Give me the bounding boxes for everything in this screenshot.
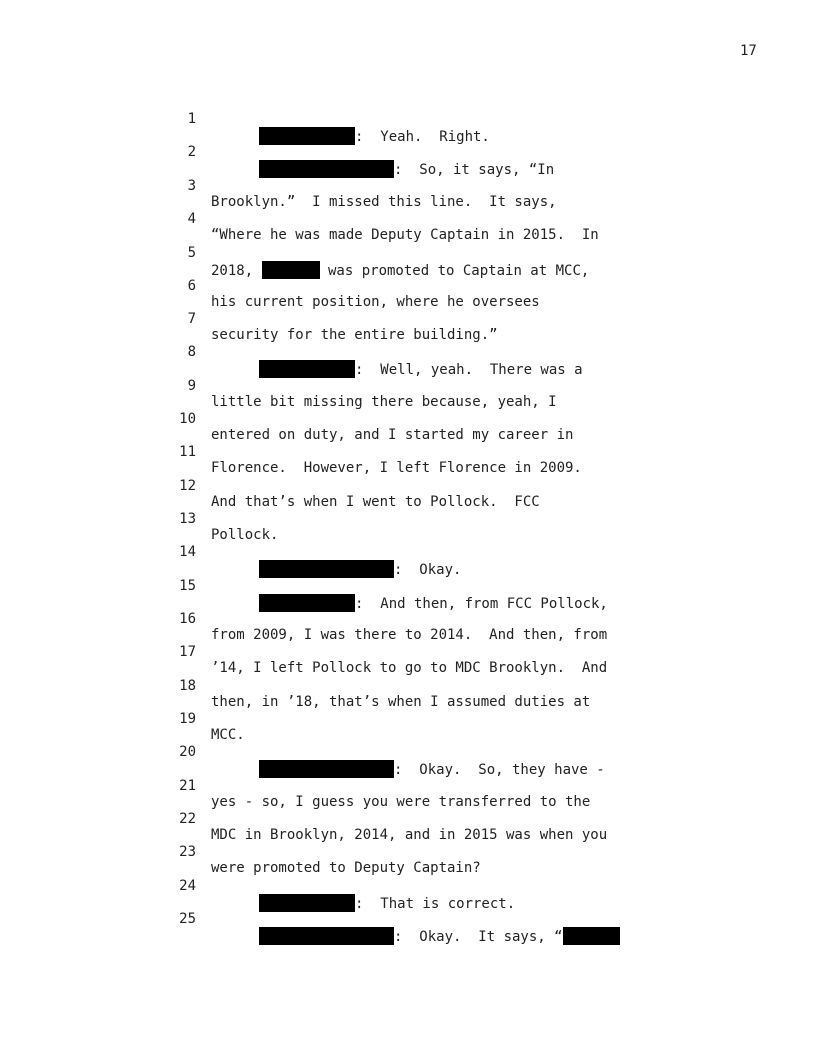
line-number: 19	[179, 711, 196, 727]
line-number: 16	[179, 611, 196, 627]
line-number: 15	[179, 578, 196, 594]
line-text: then, in ’18, that’s when I assumed duties at	[211, 694, 591, 710]
transcript-line	[0, 828, 816, 876]
line-text-after: was promoted to Captain at MCC,	[319, 263, 590, 279]
line-number: 17	[179, 644, 196, 660]
line-text: Brooklyn.” I missed this line. It says,	[211, 194, 557, 210]
line-text: were promoted to Deputy Captain?	[211, 860, 481, 876]
redaction-box	[563, 927, 620, 945]
transcript-line	[0, 495, 816, 543]
speaker-text: : And then, from FCC Pollock,	[355, 596, 608, 612]
line-number: 5	[187, 245, 196, 261]
line-text: Pollock.	[211, 527, 279, 543]
line-text: Florence. However, I left Florence in 2009.	[211, 460, 582, 476]
line-number: 25	[179, 911, 196, 927]
line-text: yes - so, I guess you were transferred to the	[211, 794, 591, 810]
transcript-line	[0, 95, 816, 145]
transcript-line	[0, 462, 816, 510]
transcript-line	[0, 628, 816, 676]
line-text: little bit missing there because, yeah, I	[211, 394, 557, 410]
line-number: 24	[179, 878, 196, 894]
line-number: 21	[179, 778, 196, 794]
line-number: 6	[187, 278, 196, 294]
transcript-line	[0, 862, 816, 912]
transcript-line	[0, 795, 816, 843]
page-number: 17	[740, 43, 757, 59]
line-number: 18	[179, 678, 196, 694]
speaker-text: : Okay. So, they have -	[394, 762, 605, 778]
line-number: 14	[179, 544, 196, 560]
line-number: 4	[187, 211, 196, 227]
transcript-line	[0, 362, 816, 410]
line-text: MCC.	[211, 727, 245, 743]
line-text: “Where he was made Deputy Captain in 2015. In	[211, 227, 599, 243]
line-number: 23	[179, 844, 196, 860]
line-number: 7	[187, 311, 196, 327]
transcript-line	[0, 395, 816, 443]
transcript-line	[0, 662, 816, 710]
transcript-line	[0, 762, 816, 810]
transcript-line	[0, 328, 816, 378]
line-number: 20	[179, 744, 196, 760]
transcript-line	[0, 162, 816, 210]
transcript-line	[0, 895, 816, 945]
transcript-line	[0, 262, 816, 310]
line-number: 13	[179, 511, 196, 527]
speaker-text: : So, it says, “In	[394, 162, 555, 178]
transcript-line	[0, 295, 816, 343]
line-number: 8	[187, 344, 196, 360]
redaction-box	[259, 927, 394, 945]
line-number: 12	[179, 478, 196, 494]
transcript-line	[0, 695, 816, 743]
transcript-line	[0, 528, 816, 578]
line-text: And that’s when I went to Pollock. FCC	[211, 494, 540, 510]
line-text: ’14, I left Pollock to go to MDC Brooklyn. And	[211, 660, 608, 676]
line-number: 22	[179, 811, 196, 827]
line-number: 1	[187, 111, 196, 127]
transcript-line	[0, 195, 816, 243]
line-number: 3	[187, 178, 196, 194]
transcript-line	[0, 728, 816, 778]
line-text: security for the entire building.”	[211, 327, 498, 343]
line-text: from 2009, I was there to 2014. And then, from	[211, 627, 608, 643]
line-number: 2	[187, 144, 196, 160]
speaker-text: : Okay.	[394, 562, 462, 578]
line-text: entered on duty, and I started my career in	[211, 427, 574, 443]
transcript-line	[0, 595, 816, 643]
transcript-line	[0, 128, 816, 178]
line-text: MDC in Brooklyn, 2014, and in 2015 was when you	[211, 827, 608, 843]
line-number: 10	[179, 411, 196, 427]
transcript-line	[0, 562, 816, 612]
speaker-text: : That is correct.	[355, 896, 516, 912]
speaker-text: : Okay. It says, “	[394, 929, 563, 945]
line-text: his current position, where he oversees	[211, 294, 540, 310]
line-number: 9	[187, 378, 196, 394]
speaker-text: : Well, yeah. There was a	[355, 362, 583, 378]
line-text	[259, 927, 620, 945]
line-text-before: 2018,	[211, 263, 262, 279]
line-number: 11	[179, 444, 196, 460]
speaker-text: : Yeah. Right.	[355, 129, 490, 145]
transcript-line	[0, 428, 816, 476]
transcript-line	[0, 229, 816, 279]
